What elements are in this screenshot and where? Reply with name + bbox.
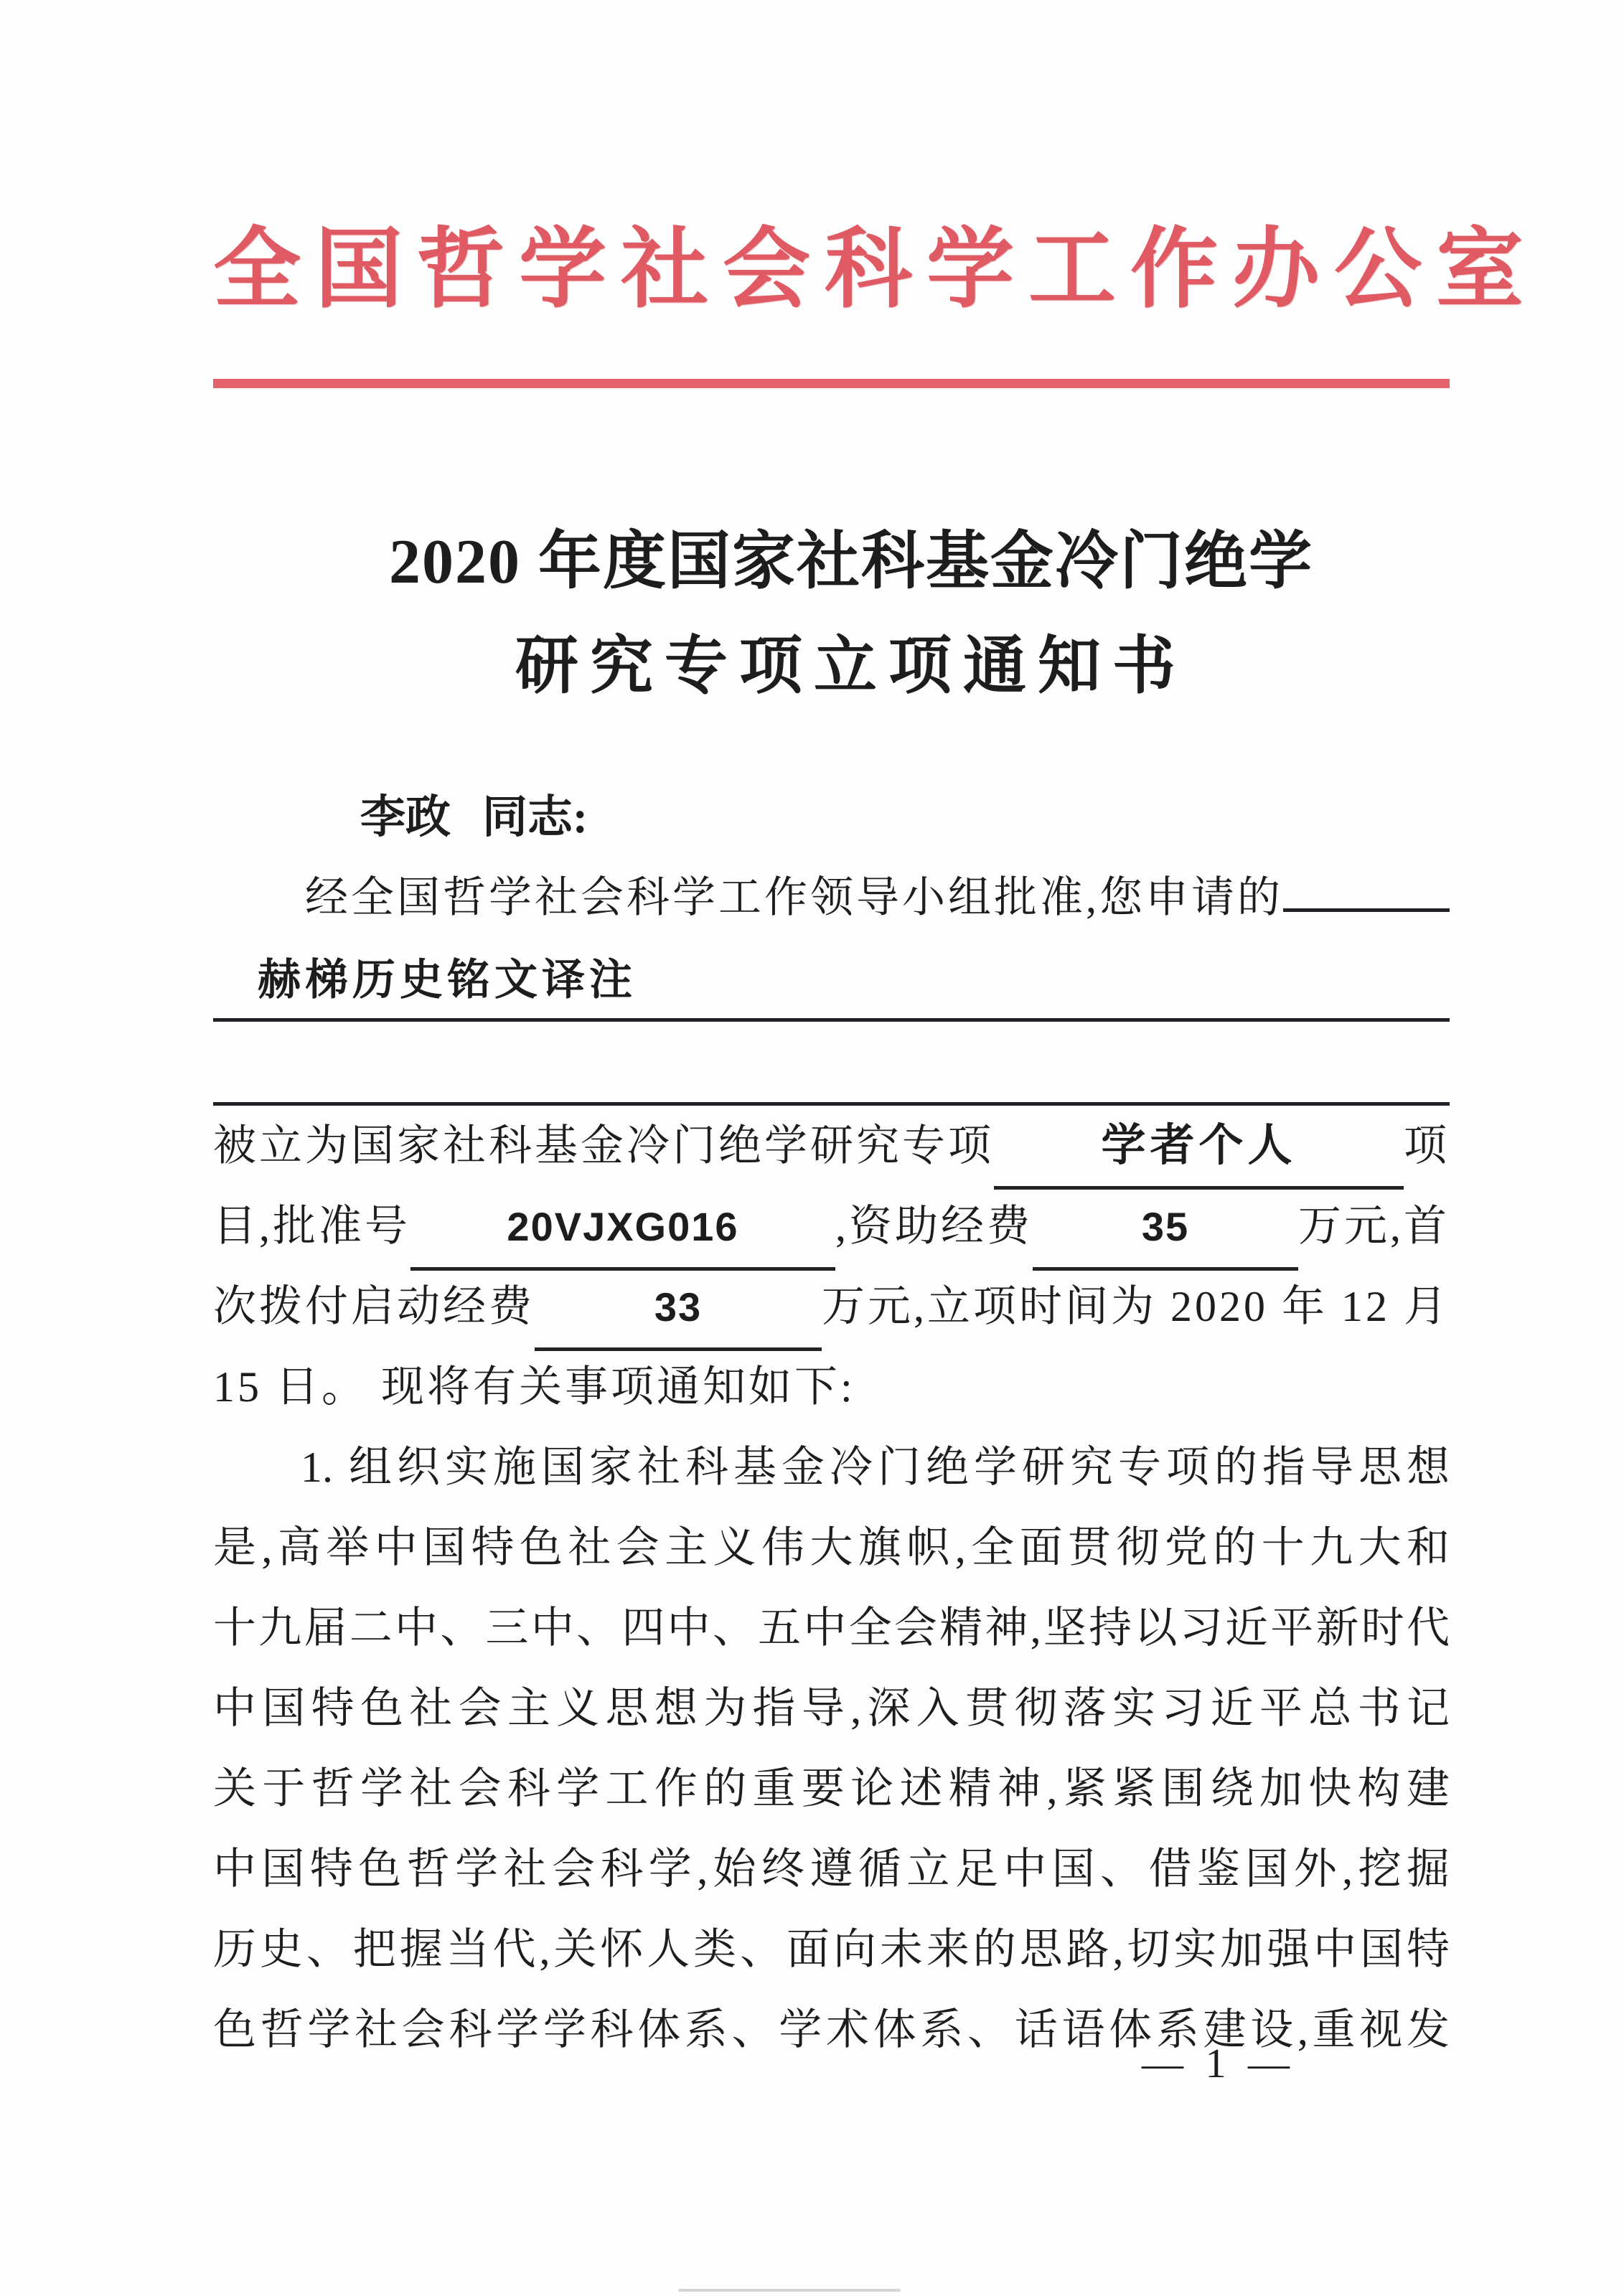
org-name-title: 全国哲学社会科学工作办公室: [213, 222, 1538, 319]
blank-project-title-start: [1283, 908, 1450, 912]
blank-initial-amount: 33: [535, 1267, 822, 1351]
blank-approval-no: 20VJXG016: [410, 1187, 835, 1271]
para1-line8: 色哲学社会科学学科体系、学术体系、话语体系建设,重视发: [213, 2006, 1450, 2053]
xiang-text: 项: [1404, 1122, 1450, 1170]
mu-approval-text: 目,批准号: [213, 1203, 410, 1250]
approval-intro-line: [213, 857, 1450, 938]
initial-label-text: 次拨付启动经费: [213, 1283, 535, 1330]
salutation-line: [213, 777, 1450, 857]
approval-no-line: [213, 1186, 1450, 1266]
para1-line5: 关于哲学社会科学工作的重要论述精神,紧紧围绕加快构建: [213, 1765, 1450, 1812]
blank-project-type: 学者个人: [994, 1106, 1404, 1190]
wanyuan-shou-text: 万元,首: [1298, 1203, 1450, 1250]
funding-label-text: ,资助经费: [835, 1203, 1033, 1250]
page-number: — 1 —: [1142, 2040, 1295, 2086]
para1-line1: 1. 组织实施国家社科基金冷门绝学研究专项的指导思想: [301, 1444, 1450, 1491]
recipient-name: 李政: [360, 792, 451, 842]
date-text: 万元,立项时间为 2020 年 12 月: [822, 1283, 1450, 1330]
doc-title-line1: 2020 年度国家社科基金冷门绝学: [388, 527, 1313, 597]
doc-title: [213, 510, 1450, 720]
para1-line3: 十九届二中、三中、四中、五中全会精神,坚持以习近平新时代: [213, 1604, 1450, 1652]
para1-line7: 历史、把握当代,关怀人类、面向未来的思路,切实加强中国特: [213, 1926, 1450, 1973]
red-divider-rule: [213, 379, 1450, 388]
masthead: [213, 0, 1538, 319]
project-title-value: 赫梯历史铭文译注: [258, 956, 637, 1004]
para1-line6: 中国特色哲学社会科学,始终遵循立足中国、借鉴国外,挖掘: [213, 1845, 1450, 1893]
scan-artifact-smudge: [678, 2289, 901, 2292]
initial-funding-line: [213, 1266, 1450, 1347]
project-title-ruled-line: [213, 938, 1450, 1022]
approval-intro-text: 经全国哲学社会科学工作领导小组批准,您申请的: [305, 874, 1283, 921]
empty-ruled-line: [213, 1022, 1450, 1106]
para1-line4: 中国特色社会主义思想为指导,深入贯彻落实习近平总书记: [213, 1685, 1450, 1732]
blank-funding-amount: 35: [1033, 1187, 1298, 1271]
date-line2: 15 日。 现将有关事项通知如下:: [213, 1363, 855, 1411]
para1-line2: 是,高举中国特色社会主义伟大旗帜,全面贯彻党的十九大和: [213, 1524, 1450, 1571]
establish-text: 被立为国家社科基金冷门绝学研究专项: [213, 1122, 994, 1170]
establish-line: [213, 1106, 1450, 1186]
page-content: [213, 0, 1538, 2070]
salutation-honorific: 同志:: [482, 792, 588, 842]
doc-title-line2: 研究专项立项通知书: [515, 632, 1187, 702]
